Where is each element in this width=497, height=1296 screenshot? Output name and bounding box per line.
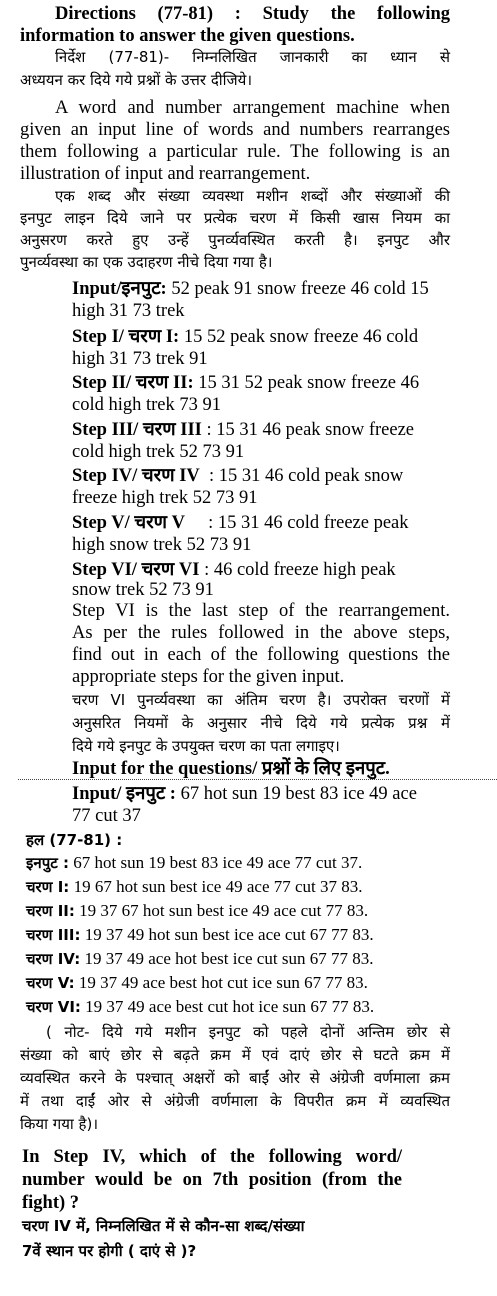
step-label: Input/इनपुट: (72, 279, 167, 299)
step-1-line-1 (72, 326, 418, 348)
step-label: Step III/ चरण III (72, 420, 202, 440)
solution-text: 19 37 49 ace best hot cut ice sun 67 77 83. (74, 973, 368, 992)
step-4-line-1 (72, 465, 403, 487)
solution-note-line-4: में तथा दाईं ओर से अंग्रेजी वर्णमाला के विपरीत क्रम में व्यवस्थित (20, 1092, 450, 1110)
step-input-line-1 (72, 278, 429, 300)
step-label: Step VI/ चरण VI (72, 560, 200, 580)
solution-label: चरण VI: (26, 998, 81, 1016)
solution-note-line-2: संख्या को बाएं छोर से बढ़ते क्रम में एवं दाएं छोर से घटते क्रम में (20, 1046, 450, 1064)
question-input-heading: Input for the questions/ प्रश्नों के लिए इनपुट. (72, 759, 390, 779)
question-en-line-3: fight) ? (22, 1193, 80, 1213)
question-input-line-1 (72, 783, 417, 805)
directions-hi-line-2: अध्ययन कर दिये गये प्रश्नों के उत्तर दीजिये। (20, 71, 253, 89)
step-text: 15 52 peak snow freeze 46 cold (179, 327, 419, 347)
solution-note-line-3: व्यवस्थित करने के पश्चात् अक्षरों को बाईं ओर से अंग्रेजी वर्णमाला क्रम (20, 1069, 450, 1087)
question-input-text: 67 hot sun 19 best 83 ice 49 ace (175, 784, 417, 804)
note-en-line-1: Step VI is the last step of the rearrangement. (72, 601, 450, 621)
step-text: 15 31 52 peak snow freeze 46 (193, 373, 420, 393)
step-6-line-1 (72, 559, 396, 581)
step-5-line-1 (72, 512, 409, 534)
directions-en-line-1: Directions (77-81) : Study the following (55, 4, 450, 24)
solution-text: 19 37 49 hot sun best ice ace cut 67 77 83. (80, 925, 374, 944)
intro-hi-line-1: एक शब्द और संख्या व्यवस्था मशीन शब्दों और संख्याओं की (55, 187, 450, 205)
question-hi-line-2: 7वें स्थान पर होगी ( दाएं से )? (22, 1242, 197, 1260)
step-text: 52 peak 91 snow freeze 46 cold 15 (166, 279, 429, 299)
question-hi-line-1: चरण IV में, निम्नलिखित में से कौन-सा शब्द/संख्या (22, 1217, 305, 1235)
solution-label: इनपुट : (26, 854, 69, 872)
step-5-line-2: high snow trek 52 73 91 (72, 535, 252, 555)
intro-hi-line-3: अनुसरण करते हुए उन्हें पुनर्व्यवस्थित करती है। इनपुट और (20, 231, 450, 249)
dotted-divider (18, 779, 497, 780)
solution-row (26, 876, 363, 898)
question-input-line-2: 77 cut 37 (72, 806, 141, 826)
solution-row (26, 948, 373, 970)
solution-note-line-5: किया गया है)। (20, 1115, 99, 1133)
solution-text: 19 37 49 ace hot best ice cut sun 67 77 83. (80, 949, 374, 968)
solution-text: 19 37 49 ace best cut hot ice sun 67 77 83. (80, 997, 375, 1016)
solution-label: चरण V: (26, 974, 75, 992)
note-hi-line-3: दिये गये इनपुट के उपयुक्त चरण का पता लगाइए। (72, 737, 340, 755)
solution-row (26, 852, 362, 874)
step-4-line-2: freeze high trek 52 73 91 (72, 488, 258, 508)
step-text: : 15 31 46 cold peak snow (199, 466, 404, 486)
solution-note-line-1: ( नोट- दिये गये मशीन इनपुट को पहले दोनों अन्तिम छोर से (46, 1023, 450, 1041)
solution-row (26, 924, 374, 946)
step-2-line-2: cold high trek 73 91 (72, 395, 222, 415)
note-en-line-4: appropriate steps for the given input. (72, 667, 345, 687)
step-1-line-2: high 31 73 trek 91 (72, 349, 208, 369)
step-input-line-2: high 31 73 trek (72, 301, 185, 321)
note-hi-line-1: चरण VI पुनर्व्यवस्था का अंतिम चरण है। उपरोक्त चरणों में (72, 691, 450, 709)
solution-text: 19 37 67 hot sun best ice 49 ace cut 77 83. (74, 901, 369, 920)
solution-label: चरण IV: (26, 950, 81, 968)
note-hi-line-2: अनुसरित नियमों के अनुसार नीचे दिये गये प्रत्येक प्रश्न में (72, 714, 450, 732)
step-label: Step V/ चरण V (72, 513, 186, 533)
solution-row (26, 900, 368, 922)
directions-en-line-2: information to answer the given questions. (20, 26, 355, 46)
question-en-line-2: number would be on 7th position (from the (22, 1170, 402, 1190)
step-label: Step I/ चरण I: (72, 327, 180, 347)
directions-hi-line-1: निर्देश (77-81)- निम्नलिखित जानकारी का ध्यान से (55, 48, 450, 66)
solution-label: चरण II: (26, 902, 75, 920)
step-3-line-2: cold high trek 52 73 91 (72, 442, 245, 462)
intro-en-line-1: A word and number arrangement machine when (55, 98, 450, 118)
solution-row (26, 972, 368, 994)
step-text: : 15 31 46 cold freeze peak (185, 513, 409, 533)
step-2-line-1 (72, 372, 419, 394)
step-label: Step IV/ चरण IV (72, 466, 200, 486)
step-3-line-1 (72, 419, 414, 441)
intro-hi-line-2: इनपुट लाइन दिये जाने पर प्रत्येक चरण में किसी खास नियम का (20, 209, 450, 227)
solution-text: 19 67 hot sun best ice 49 ace 77 cut 37 83. (69, 877, 363, 896)
solution-text: 67 hot sun 19 best 83 ice 49 ace 77 cut 37. (69, 853, 363, 872)
solution-heading: हल (77-81) : (26, 831, 123, 849)
step-text: : 15 31 46 peak snow freeze (201, 420, 415, 440)
question-en-line-1: In Step IV, which of the following word/ (22, 1147, 402, 1167)
note-en-line-2: As per the rules followed in the above steps, (72, 623, 450, 643)
solution-label: चरण I: (26, 878, 70, 896)
intro-en-line-4: illustration of input and rearrangement. (20, 164, 311, 184)
intro-hi-line-4: पुनर्व्यवस्था का एक उदाहरण नीचे दिया गया है। (20, 253, 273, 271)
step-text: : 46 cold freeze high peak (199, 560, 396, 580)
note-en-line-3: find out in each of the following questions the (72, 645, 450, 665)
solution-label: चरण III: (26, 926, 81, 944)
solution-row (26, 996, 374, 1018)
step-label: Step II/ चरण II: (72, 373, 194, 393)
intro-en-line-2: given an input line of words and numbers rearranges (20, 120, 450, 140)
question-input-label: Input/ इनपुट : (72, 784, 176, 804)
intro-en-line-3: them following a particular rule. The following is an (20, 142, 450, 162)
step-6-line-2: snow trek 52 73 91 (72, 580, 214, 600)
